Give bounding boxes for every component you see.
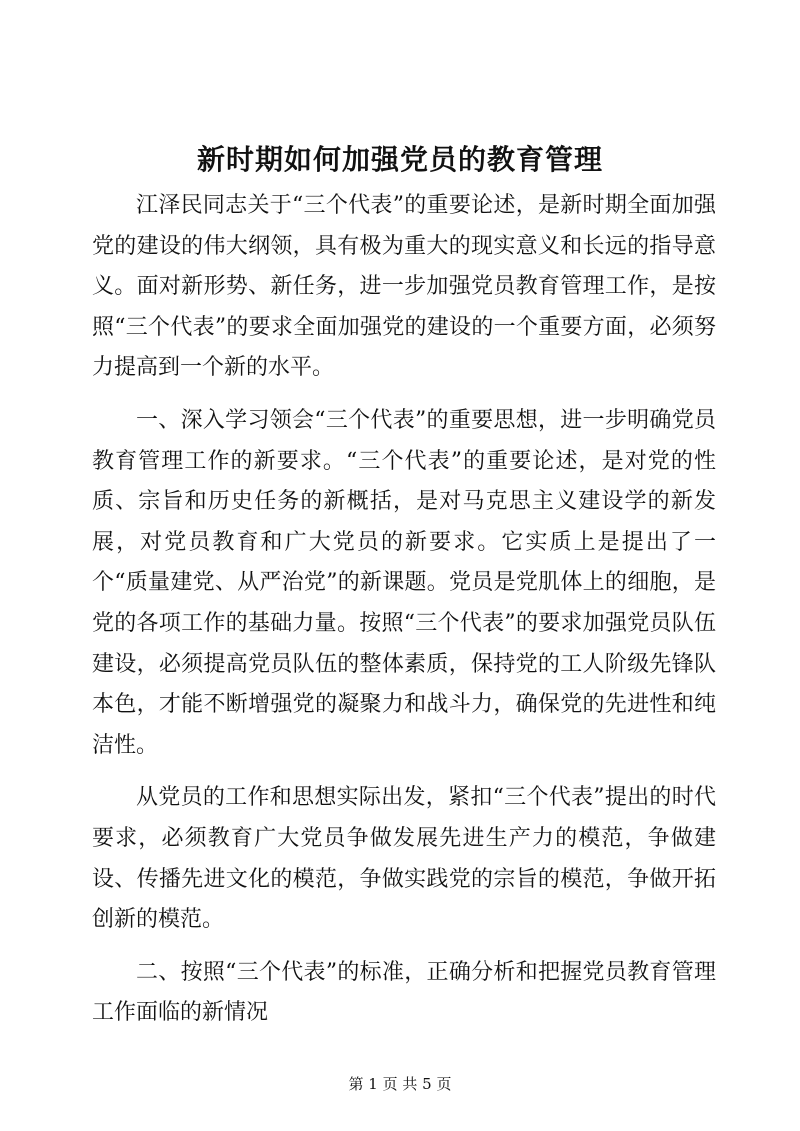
paragraph-section-one: 一、深入学习领会“三个代表”的重要思想，进一步明确党员教育管理工作的新要求。“三个代表”的重要论述，是对党的性质、宗旨和历史任务的新概括，是对马克思主义建设学的新发展，对党员教育和广大党员的新要求。它实质上是提出了一个“质量建党、从严治党”的新课题。党员是党肌体上的细胞，是党的各项工作的基础力量。按照“三个代表”的要求加强党员队伍建设，必须提高党员队伍的整体素质，保持党的工人阶级先锋队本色，才能不断增强党的凝聚力和战斗力，确保党的先进性和纯洁性。 [92,407,716,758]
document-body [92,186,716,1034]
document-title: 新时期如何加强党员的教育管理 [196,143,603,176]
paragraph-intro: 江泽民同志关于“三个代表”的重要论述，是新时期全面加强党的建设的伟大纲领，具有极为重大的现实意义和长远的指导意义。面对新形势、新任务，进一步加强党员教育管理工作，是按照“三个代表”的要求全面加强党的建设的一个重要方面，必须努力提高到一个新的水平。 [92,193,716,381]
paragraph-gap [92,766,716,778]
paragraph-practice: 从党员的工作和思想实际出发，紧扣“三个代表”提出的时代要求，必须教育广大党员争做发展先进生产力的模范，争做建设、传播先进文化的模范，争做实践党的宗旨的模范，争做开拓创新的模范。 [92,785,716,933]
page-footer: 第 1 页 共 5 页 [348,1075,452,1093]
paragraph-gap [92,389,716,401]
paragraph-section-two: 二、按照“三个代表”的标准，正确分析和把握党员教育管理工作面临的新情况 [92,959,716,1026]
paragraph-gap [92,941,716,953]
